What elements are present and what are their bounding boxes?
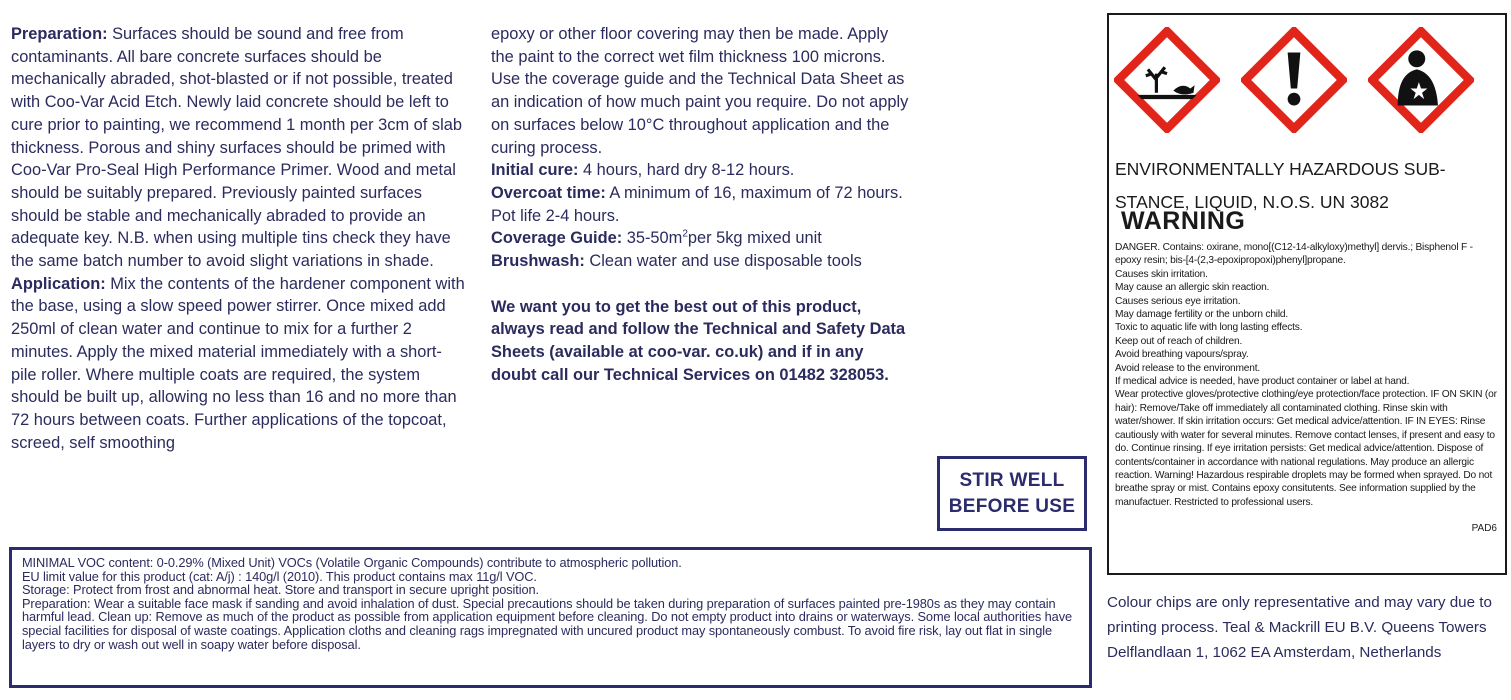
hazard-statement: Keep out of reach of children.: [1115, 335, 1243, 347]
signal-word: WARNING: [1121, 207, 1246, 235]
exclamation-hazard-icon: [1241, 27, 1347, 133]
preparation-paragraph: [11, 23, 466, 273]
hazard-statement: May damage fertility or the unborn child.: [1115, 309, 1289, 321]
brushwash-line: [491, 250, 911, 273]
hazard-statements: [1115, 241, 1501, 509]
eu-limit-line: EU limit value for this product (cat: A/j) : 140g/l (2010). This product contains max 11g/l VOC.: [22, 568, 537, 584]
hazard-statement: Avoid release to the environment.: [1115, 362, 1260, 374]
overcoat-heading: Overcoat time:: [491, 183, 606, 202]
environment-hazard-icon: [1114, 27, 1220, 133]
hazard-label: [1107, 13, 1507, 575]
precautionary-statements: Wear protective gloves/protective clothing/eye protection/face protection. IF ON SKIN (or hair): Remove/Take off immediately all contaminated clothing. Rinse skin with water/shower. If skin irritation occurs: Get medical advice/attention. IF IN EYES: Rinse cautiously with water for several minutes. Remove contact lenses, if present and easy to do. Continue rinsing. If eye irritation persists: Get medical advice/attention. Dispose of contents/container in accordance with national regulations. May produce an allergic reaction. Warning! Hazardous respirable droplets may be formed when sprayed. Do not breathe spray or mist. Contains epoxy consitutents. See information supplied by the manufactuer. Restricted to professional users.: [1115, 389, 1497, 508]
storage-line: Storage: Protect from frost and abnormal heat. Store and transport in secure upright position.: [22, 582, 539, 598]
instructions-column-1: [11, 23, 466, 454]
initial-cure-heading: Initial cure:: [491, 161, 579, 180]
coverage-text: 35-50m: [622, 229, 683, 248]
disclaimer-line-3: Delflandlaan 1, 1062 EA Amsterdam, Netherlands: [1107, 644, 1442, 661]
voc-content-line: MINIMAL VOC content: 0-0.29% (Mixed Unit) VOCs (Volatile Organic Compounds) contribute to atmospheric pollution.: [22, 555, 682, 570]
un-shipping-name: ENVIRONMENTALLY HAZARDOUS SUB-STANCE, LIQUID, N.O.S. UN 3082: [1115, 159, 1446, 212]
application-paragraph: [11, 273, 466, 455]
health-hazard-icon: [1368, 27, 1474, 133]
voc-safety-box: [9, 547, 1092, 688]
application-continued-text: epoxy or other floor covering may then be made. Apply the paint to the correct wet film thickness 100 microns. Use the coverage guide and the Technical Data Sheet as an indication of how much paint you require. Do not apply on surfaces below 10°C throughout application and the curing process.: [491, 25, 909, 157]
stir-line-2: BEFORE USE: [948, 495, 1076, 517]
preparation-text: Surfaces should be sound and free from contaminants. All bare concrete surfaces should be mechanically abraded, shot-blasted or if not possible, treated with Coo-Var Acid Etch. Newly laid concrete should be left to cure prior to painting, we recommend 1 month per 3cm of slab thickness. Porous and shiny surfaces should be primed with Coo-Var Pro-Seal High Performance Primer. Wood and metal should be suitably prepared. Previously painted surfaces should be stable and mechanically abraded to provide an adequate key. N.B. when using multiple tins check they have the same batch number to avoid slight variations in shade.: [11, 25, 462, 271]
application-heading: Application:: [11, 274, 106, 293]
initial-cure-text: 4 hours, hard dry 8-12 hours.: [578, 161, 795, 180]
hazard-statement: Causes skin irritation.: [1115, 268, 1208, 280]
brushwash-heading: Brushwash:: [491, 252, 585, 271]
label-code: PAD6: [1471, 523, 1497, 534]
hazard-statement: If medical advice is needed, have product container or label at hand.: [1115, 376, 1410, 388]
hazard-statement: Causes serious eye irritation.: [1115, 295, 1241, 307]
hazard-statement: Toxic to aquatic life with long lasting effects.: [1115, 322, 1303, 334]
safety-preparation-text: Preparation: Wear a suitable face mask if sanding and avoid inhalation of dust. Special precautions should be taken during preparation of surfaces painted pre-1980s as they may contain harmful lead. Clean up: Remove as much of the product as possible from application equipment before cleaning. Do not empty product into drains or waterways. Some local authorities have special facilities for disposal of waste coatings. Application cloths and cleaning rags impregnated with uncured product may spontaneously combust. To avoid fire risk, lay out flat in single layers to dry or wash out well in soapy water before disposal.: [22, 595, 1073, 652]
coverage-line: [491, 227, 911, 250]
application-text: Mix the contents of the hardener component with the base, using a slow speed power stirrer. Once mixed add 250ml of clean water and continue to mix for a further 2 minutes. Apply the mixed material immediately with a short-pile roller. Where multiple coats are required, the system should be built up, allowing no less than 16 and no more than 72 hours between coats. Further applications of the topcoat, screed, self smoothing: [11, 274, 465, 452]
initial-cure-line: [491, 159, 911, 182]
stir-line-1: STIR WELL: [959, 469, 1065, 491]
hazard-statement: Avoid breathing vapours/spray.: [1115, 349, 1249, 361]
coverage-heading: Coverage Guide:: [491, 229, 623, 248]
colour-chip-disclaimer: [1107, 590, 1511, 665]
disclaimer-line-2: printing process. Teal & Mackrill EU B.V. Queens Towers: [1107, 619, 1487, 636]
brushwash-text: Clean water and use disposable tools: [584, 252, 862, 271]
overcoat-line: [491, 182, 911, 227]
coverage-text-unit: per 5kg mixed unit: [687, 229, 822, 248]
overcoat-text: A minimum of 16, maximum of 72 hours. Pot life 2-4 hours.: [491, 183, 903, 225]
coverage-superscript: 2: [682, 228, 688, 240]
hazard-statement: May cause an allergic skin reaction.: [1115, 282, 1270, 294]
instructions-column-2: [491, 23, 911, 387]
technical-advice: We want you to get the best out of this product, always read and follow the Technical and Safety Data Sheets (available at coo-var. co.uk) and if in any doubt call our Technical Services on 01482 328053.: [491, 297, 906, 384]
hazard-statement: DANGER. Contains: oxirane, mono[(C12-14-alkyloxy)methyl] dervis.; Bisphenol F - epoxy resin; bis-[4-(2,3-epoxipropoxi)phenyl]propane.: [1115, 242, 1473, 267]
preparation-heading: Preparation:: [11, 25, 108, 43]
stir-well-notice: [937, 456, 1087, 531]
disclaimer-line-1: Colour chips are only representative and may vary due to: [1107, 594, 1492, 611]
